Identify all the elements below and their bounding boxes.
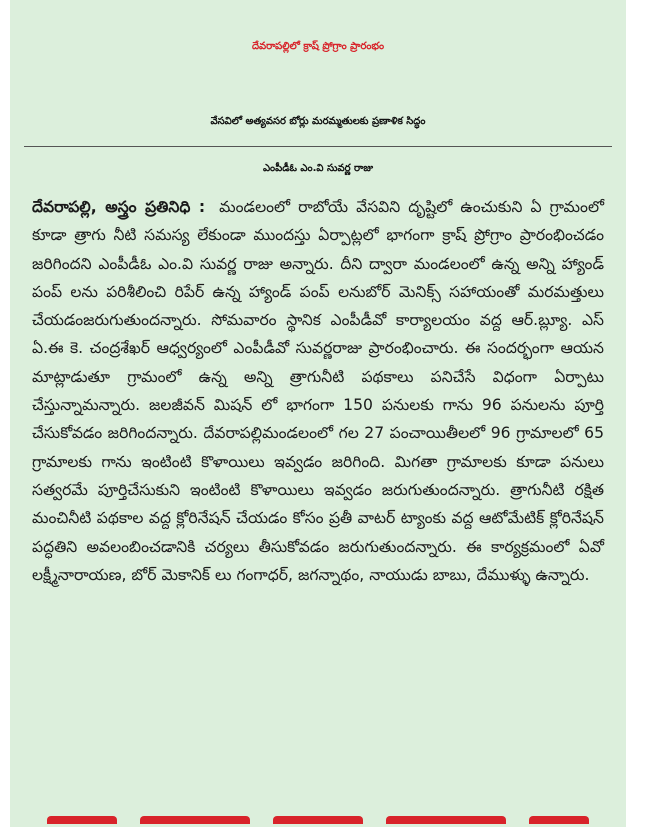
cut-off-glyphs [273,816,363,824]
article-body-text: మండలంలో రాబోయే వేసవిని దృష్టిలో ఉంచుకుని ఏ గ్రామంలో కూడా త్రాగు నీటి సమస్య లేకుండా ముందస్తు ఏర్పాట్లలో భాగంగా క్రాష్ ప్రోగ్రాం ప్రారంభించడం జరిగిందని ఎంపీడీఓ ఎం.వి సువర్ణ రాజు అన్నారు. దీని ద్వారా మండలంలో ఉన్న అన్ని హ్యాండ్ పంప్ లను పరిశీలించి రిపేర్ ఉన్న హ్యాండ్ పంప్ లనుబోర్ మెనిక్స్ సహాయంతో మరమత్తులు చేయడంజరుగుతుందన్నారు. సోమవారం స్థానిక ఎంపీడీవో కార్యాలయం వద్ద ఆర్.బ్ల్యూ. ఎస్ ఏ.ఈ కె. చంద్రశేఖర్ ఆధ్వర్యంలో ఎంపీడీవో సువర్ణరాజు ప్రారంభించారు. ఈ సందర్భంగా ఆయన మాట్లాడుతూ గ్రామంలో ఉన్న అన్ని త్రాగునీటి పథకాలు పనిచేసే విధంగా ఏర్పాటు చేస్తున్నామన్నారు. జలజీవన్ మిషన్ లో భాగంగా 150 పనులకు గాను 96 పనులను పూర్తి చేసుకోవడం జరిగిందన్నారు. దేవరాపల్లిమండలంలో గల 27 పంచాయితీలలో 96 గ్రామాలలో 65 గ్రామాలకు గాను ఇంటింటి కొళాయిలు ఇవ్వడం జరిగింది. మిగతా గ్రామాలకు కూడా పనులు సత్వరమే పూర్తిచేసుకుని ఇంటింటి కొళాయిలు ఇవ్వడం జరుగుతుందన్నారు. త్రాగునీటి రక్షిత మంచినీటి పథకాల వద్ద క్లోరినేషన్ చేయడం కోసం ప్రతీ వాటర్ ట్యాంకు వద్ద ఆటోమేటిక్ క్లోరినేషన్ పద్ధతిని అవలంబించడానికి చర్యలు తీసుకోవడం జరుగుతుందన్నారు. ఈ కార్యక్రమంలో ఏవో లక్ష్మీనారాయణ, బోర్ మెకానిక్ లు గంగాధర్, జగన్నాథం, నాయుడు బాబు, దేముళ్ళు ఉన్నారు. [32,198,604,584]
cut-off-glyphs [386,816,506,824]
byline: ఎంపీడీఓ ఎం.వి సువర్ణ రాజు [262,163,374,174]
cut-off-glyphs [140,816,250,824]
subheadline: వేసవిలో అత్యవసర బోర్లు మరమ్మతులకు ప్రణాళిక సిద్ధం [210,116,426,127]
cut-off-glyphs [47,816,117,824]
cut-off-glyphs [529,816,589,824]
dateline: దేవరాపల్లి, అస్త్రం ప్రతినిధి : [32,198,206,216]
newspaper-clipping [10,0,626,827]
next-headline-fragment [10,802,626,827]
article-body [32,193,604,589]
headline: దేవరాపల్లిలో క్రాష్ ప్రోగ్రాం ప్రారంభం [251,41,385,52]
